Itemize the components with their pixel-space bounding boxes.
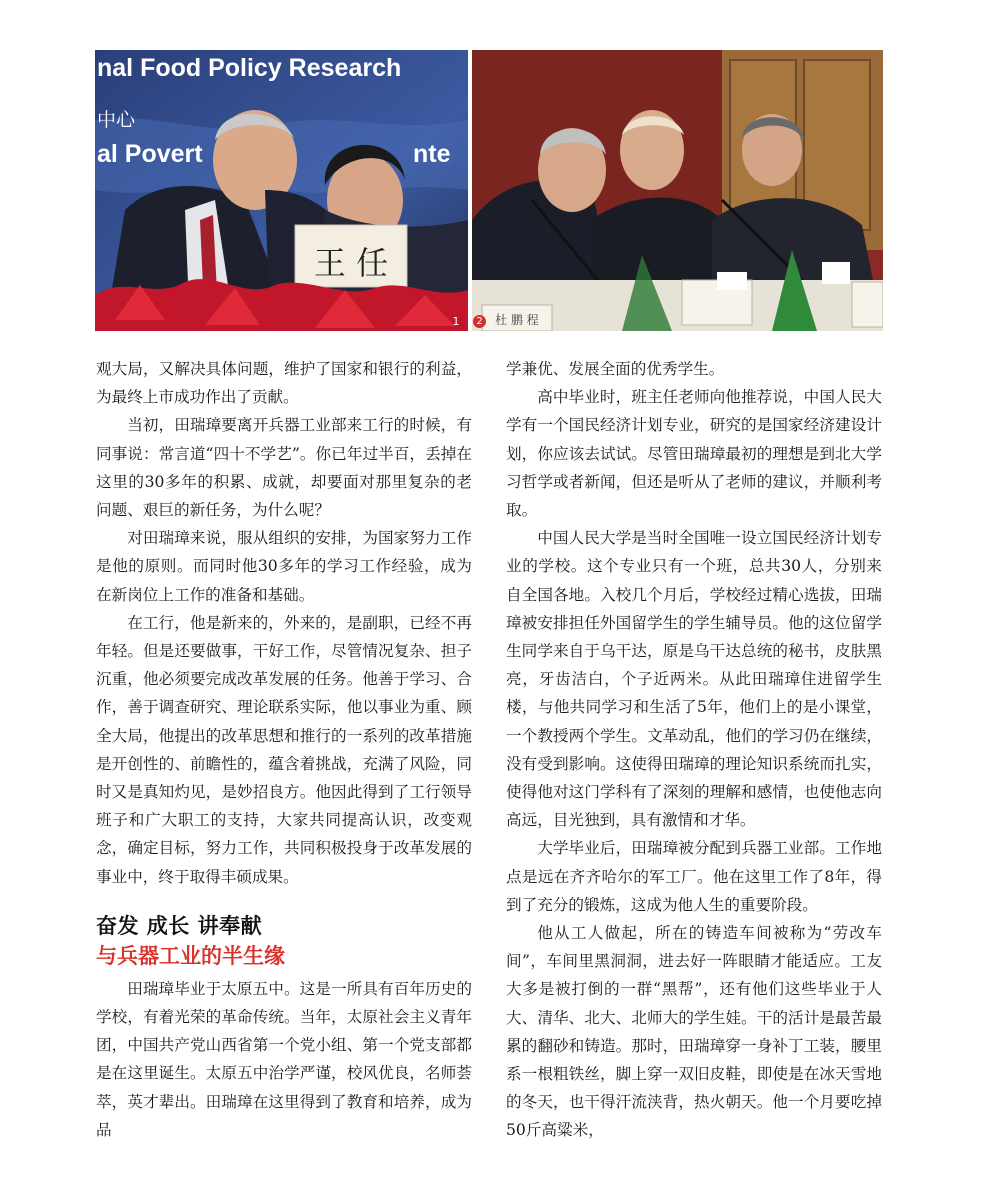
banner-text-3b: nte	[413, 140, 451, 168]
banner-text-3: al Povert	[97, 140, 203, 168]
photo-conference-chat	[95, 50, 468, 331]
photo-1-illustration	[95, 50, 468, 331]
paragraph: 高中毕业时，班主任老师向他推荐说，中国人民大学有一个国民经济计划专业，研究的是国家经济建设计划，你应该去试试。尽管田瑞璋最初的理想是到北大学习哲学或者新闻，但还是听从了老师的建议，并顺利考取。	[506, 388, 882, 520]
paragraph: 中国人民大学是当时全国唯一设立国民经济计划专业的学校。这个专业只有一个班，总共30人，分别来自全国各地。入校几个月后，学校经过精心选拔，田瑞璋被安排担任外国留学生的学生辅导员。他的这位留学生同学来自于乌干达，原是乌干达总统的秘书，皮肤黑亮，牙齿洁白，个子近两米。从此田瑞璋住进留学生楼，与他共同学习和生活了5年，他们上的是小课堂，一个教授两个学生。文革动乱，他们的学习仍在继续，没有受到影响。这使得田瑞璋的理论知识系统而扎实，使得他对这门学科有了深刻的理解和感情，也使他志向高远，目光独到，具有激情和才华。	[506, 529, 882, 830]
paragraph: 当初，田瑞璋要离开兵器工业部来工行的时候，有同事说：常言道“四十不学艺”。你已年过半百，丢掉在这里的30多年的积累、成就，却要面对那里复杂的老问题、艰巨的新任务，为什么呢？	[96, 416, 472, 520]
section-subtitle: 与兵器工业的半生缘	[96, 943, 285, 968]
photo-conference-panel	[472, 50, 883, 331]
paragraph: 学兼优、发展全面的优秀学生。	[506, 360, 725, 378]
nameplate-text: 王 任	[313, 244, 389, 282]
photo-number-1: 1	[452, 315, 460, 328]
paragraph: 对田瑞璋来说，服从组织的安排，为国家努力工作是他的原则。而同时他30多年的学习工作经验，成为在新岗位上工作的准备和基础。	[96, 529, 472, 604]
banner-text-1: nal Food Policy Research	[97, 54, 402, 82]
paragraph: 在工行，他是新来的，外来的，是副职，已经不再年轻。但是还要做事，干好工作，尽管情况复杂、担子沉重，他必须要完成改革发展的任务。他善于学习、合作，善于调查研究、理论联系实际，他以事业为重、顾全大局，他提出的改革思想和推行的一系列的改革措施是开创性的、前瞻性的，蕴含着挑战，充满了风险，同时又是真知灼见，是妙招良方。他因此得到了工行领导班子和广大职工的支持，大家共同提高认识，改变观念，确定目标，努力工作，共同积极投身于改革发展的事业中，终于取得丰硕成果。	[96, 613, 472, 886]
section-title: 奋发 成长 讲奉献	[96, 913, 263, 938]
photo-2-illustration	[472, 50, 883, 331]
paragraph: 田瑞璋毕业于太原五中。这是一所具有百年历史的学校，有着光荣的革命传统。当年，太原社会主义青年团，中国共产党山西省第一个党小组、第一个党支部都是在这里诞生。太原五中治学严谨，校风优良，名师荟萃，英才辈出。田瑞璋在这里得到了教育和培养，成为品	[96, 979, 472, 1139]
photo-number-2: 2	[473, 315, 486, 328]
nameplate-left-text: 杜 鹏 程	[495, 313, 539, 327]
banner-text-2: 中心	[97, 109, 136, 131]
article-column-left	[96, 355, 472, 1144]
paragraph: 大学毕业后，田瑞璋被分配到兵器工业部。工作地点是远在齐齐哈尔的军工厂。他在这里工作了8年，得到了充分的锻炼，这成为他人生的重要阶段。	[506, 839, 882, 914]
paragraph: 观大局，又解决具体问题，维护了国家和银行的利益，为最终上市成功作出了贡献。	[96, 360, 472, 407]
paragraph: 他从工人做起，所在的铸造车间被称为“劳改车间”，车间里黑洞洞，进去好一阵眼睛才能适应。工友大多是被打倒的一群“黑帮”，还有他们这些毕业于人大、清华、北大、北师大的学生娃。干的活计是最苦最累的翻砂和铸造。那时，田瑞璋穿一身补丁工装，腰里系一根粗铁丝，脚上穿一双旧皮鞋，即使是在冰天雪地的冬天，也干得汗流浃背，热火朝天。他一个月要吃掉50斤高粱米，	[506, 924, 882, 1140]
article-column-right	[506, 355, 882, 1145]
